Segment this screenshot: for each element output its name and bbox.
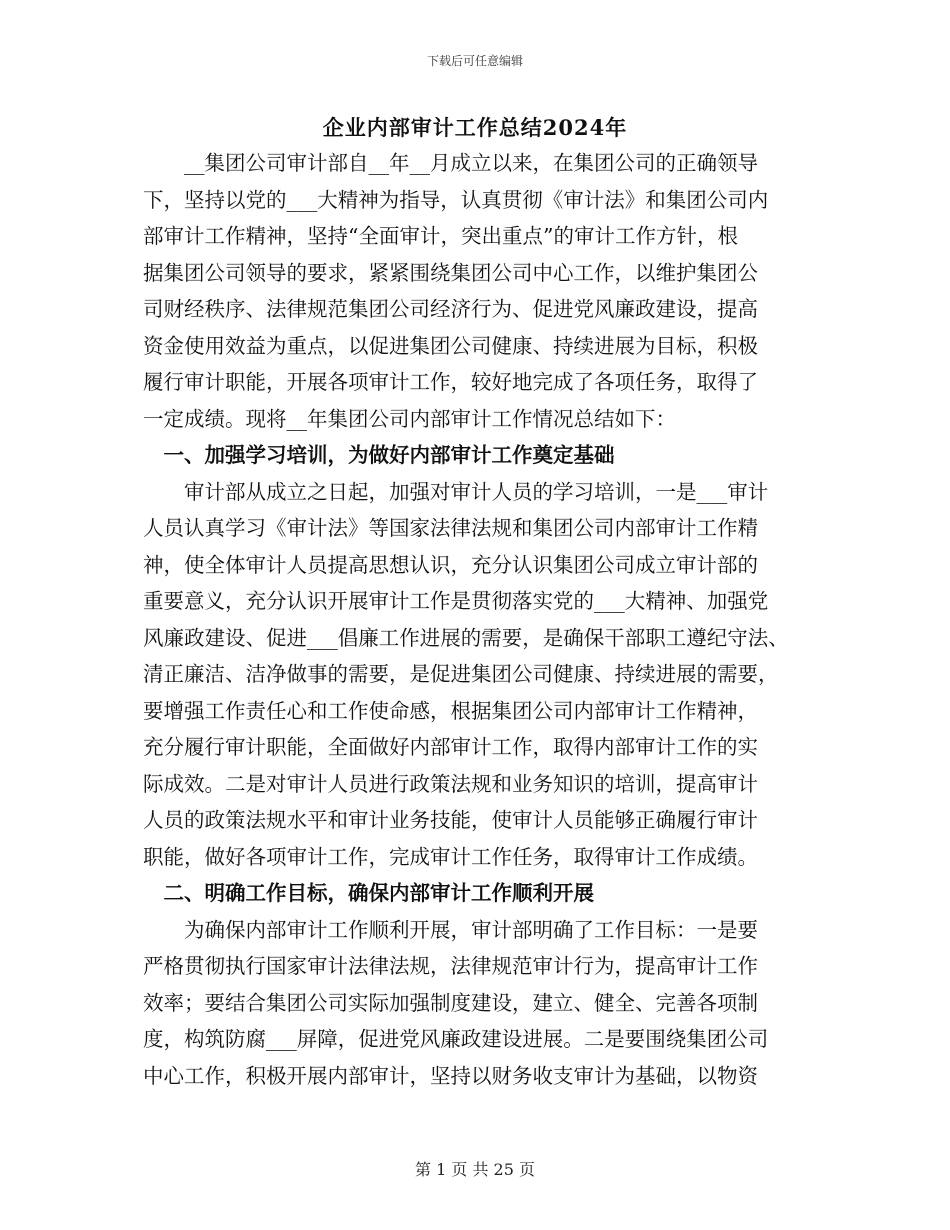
body-line-10: 审计部从成立之日起，加强对审计人员的学习培训，一是___审计: [143, 479, 769, 504]
body-line-4: 据集团公司领导的要求，紧紧围绕集团公司中心工作，以维护集团公: [143, 260, 758, 285]
body-line-20: 职能，做好各项审计工作，完成审计工作任务，取得审计工作成绩。: [143, 844, 758, 869]
page-header-note: 下载后可任意编辑: [426, 54, 523, 68]
body-line-8: 一定成绩。现将__年集团公司内部审计工作情况总结如下：: [143, 406, 676, 431]
body-line-12: 神，使全体审计人员提高思想认识，充分认识集团公司成立审计部的: [143, 552, 758, 577]
body-line-15: 清正廉洁、洁净做事的需要，是促进集团公司健康、持续进展的需要，: [143, 662, 779, 686]
body-line-3: 部审计工作精神，坚持“全面审计，突出重点”的审计工作方针，根: [143, 224, 738, 248]
body-line-26: 中心工作，积极开展内部审计，坚持以财务收支审计为基础，以物资: [143, 1063, 758, 1088]
body-line-7: 履行审计职能，开展各项审计工作，较好地完成了各项任务，取得了: [143, 370, 758, 394]
section-heading-1: 一、加强学习培训，为做好内部审计工作奠定基础: [143, 443, 615, 467]
body-line-25: 度，构筑防腐___屏障，促进党风廉政建设进展。二是要围绕集团公司: [143, 1027, 769, 1051]
body-line-17: 充分履行审计职能，全面做好内部审计工作，取得内部审计工作的实: [143, 735, 758, 759]
section-heading-2: 二、明确工作目标，确保内部审计工作顺利开展: [143, 881, 594, 905]
body-line-18: 际成效。二是对审计人员进行政策法规和业务知识的培训，提高审计: [143, 771, 758, 796]
body-line-24: 效率；要结合集团公司实际加强制度建设，建立、健全、完善各项制: [143, 990, 758, 1015]
body-line-13: 重要意义，充分认识开展审计工作是贯彻落实党的___大精神、加强党: [143, 589, 769, 613]
document-title: 企业内部审计工作总结2024年: [322, 115, 628, 140]
document-body: [143, 145, 823, 1094]
body-line-19: 人员的政策法规水平和审计业务技能，使审计人员能够正确履行审计: [143, 808, 758, 832]
body-line-16: 要增强工作责任心和工作使命感，根据集团公司内部审计工作精神，: [143, 698, 758, 723]
body-line-11: 人员认真学习《审计法》等国家法律法规和集团公司内部审计工作精: [143, 516, 758, 540]
body-line-2: 下，坚持以党的___大精神为指导，认真贯彻《审计法》和集团公司内: [143, 187, 769, 212]
body-line-5: 司财经秩序、法律规范集团公司经济行为、促进党风廉政建设，提高: [143, 297, 758, 321]
body-line-6: 资金使用效益为重点，以促进集团公司健康、持续进展为目标，积极: [143, 333, 758, 358]
body-line-14: 风廉政建设、促进___倡廉工作进展的需要，是确保干部职工遵纪守法、: [143, 625, 789, 650]
page-number-footer: 第 1 页 共 25 页: [415, 1160, 535, 1179]
body-line-23: 严格贯彻执行国家审计法律法规，法律规范审计行为，提高审计工作: [143, 954, 758, 978]
body-line-22: 为确保内部审计工作顺利开展，审计部明确了工作目标：一是要: [143, 917, 758, 942]
body-line-1: __集团公司审计部自__年__月成立以来，在集团公司的正确领导: [143, 151, 758, 175]
